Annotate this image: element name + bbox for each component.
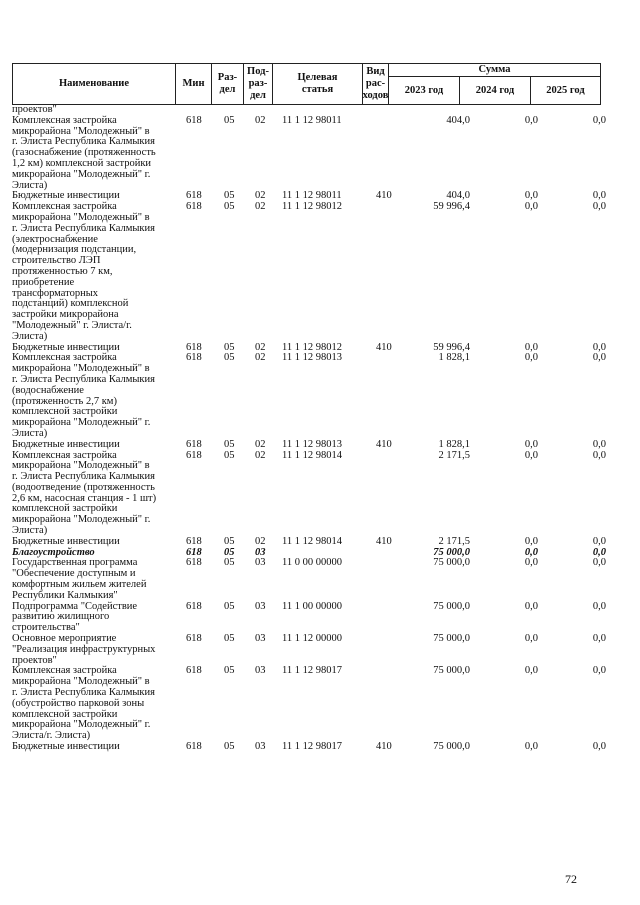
row-vid: 410 (376, 535, 392, 547)
header-min: Мин (175, 63, 212, 105)
row-s25: 0,0 (592, 449, 606, 461)
table-row (12, 440, 612, 451)
table-row (12, 666, 612, 742)
row-s25: 0,0 (592, 438, 606, 450)
row-name: Основное мероприятие "Реализация инфраструктурных проектов" (12, 633, 156, 666)
row-sec: 05 (224, 557, 235, 569)
row-art: 11 1 12 98011 (282, 114, 342, 126)
row-name: Благоустройство (12, 546, 95, 558)
row-vid: 410 (376, 741, 392, 753)
row-s23: 75 000,0 (433, 600, 470, 612)
row-s25: 0,0 (592, 190, 606, 202)
row-art: 11 0 00 00000 (282, 557, 342, 569)
row-min: 618 (186, 535, 202, 547)
row-s23: 75 000,0 (433, 741, 470, 753)
row-s25: 0,0 (592, 535, 606, 547)
row-min: 618 (186, 438, 202, 450)
row-s23: 59 996,4 (433, 201, 470, 213)
row-sub: 03 (255, 600, 266, 612)
row-sub: 03 (255, 665, 266, 677)
row-s25: 0,0 (592, 352, 606, 364)
row-name: Бюджетные инвестиции (12, 190, 120, 202)
row-art: 11 1 12 98013 (282, 352, 342, 364)
row-vid: 410 (376, 190, 392, 202)
row-s25: 0,0 (592, 557, 606, 569)
row-name: Бюджетные инвестиции (12, 741, 120, 753)
row-sub: 02 (255, 114, 266, 126)
row-sub: 02 (255, 449, 266, 461)
row-name: Государственная программа "Обеспечение доступным и комфортным жильем жителей Республики Калмыкия" (12, 557, 147, 601)
row-sec: 05 (224, 600, 235, 612)
row-name: проектов" (12, 104, 57, 115)
row-sub: 03 (255, 741, 266, 753)
table-row (12, 558, 612, 601)
row-s24: 0,0 (524, 535, 538, 547)
row-name: Комплексная застройка микрорайона "Молодежный" в г. Элиста Республика Калмыкия (обустройство парковой зоны комплексной застройки микрорайона "Молодежный" г. Элиста/г. Элиста) (12, 665, 155, 742)
row-s24: 0,0 (524, 600, 538, 612)
row-s23: 2 171,5 (438, 535, 470, 547)
row-art: 11 1 12 98014 (282, 535, 342, 547)
row-s23: 75 000,0 (433, 633, 470, 645)
row-name: Бюджетные инвестиции (12, 535, 120, 547)
row-s23: 75 000,0 (433, 546, 470, 558)
table-row (12, 202, 612, 342)
table-row (12, 537, 612, 548)
row-s25: 0,0 (592, 665, 606, 677)
row-s25: 0,0 (592, 201, 606, 213)
row-s25: 0,0 (592, 741, 606, 753)
row-s23: 404,0 (446, 114, 470, 126)
row-art: 11 1 12 98013 (282, 438, 342, 450)
row-s24: 0,0 (524, 352, 538, 364)
header-sum: Сумма (388, 63, 601, 77)
row-art: 11 1 12 98011 (282, 190, 342, 202)
row-sub: 02 (255, 341, 266, 353)
row-s23: 75 000,0 (433, 557, 470, 569)
header-section: Раз- дел (211, 63, 244, 105)
row-sec: 05 (224, 665, 235, 677)
row-s24: 0,0 (524, 114, 538, 126)
row-s24: 0,0 (524, 741, 538, 753)
page-number: 72 (565, 872, 577, 886)
row-sec: 05 (224, 190, 235, 202)
row-min: 618 (186, 449, 202, 461)
row-sub: 02 (255, 438, 266, 450)
header-article: Целевая статья (272, 63, 363, 105)
row-name: Комплексная застройка микрорайона "Молодежный" в г. Элиста Республика Калмыкия (газоснабжение (протяженность 1,2 км) комплексной застройки микрорайона "Молодежный" г. Элиста) (12, 114, 156, 191)
row-sec: 05 (224, 201, 235, 213)
row-sub: 02 (255, 201, 266, 213)
row-s25: 0,0 (592, 546, 606, 558)
row-sub: 02 (255, 535, 266, 547)
row-s24: 0,0 (524, 201, 538, 213)
table-row (12, 353, 612, 439)
row-sec: 05 (224, 438, 235, 450)
row-name: Комплексная застройка микрорайона "Молодежный" в г. Элиста Республика Калмыкия (электроснабжение (модернизация подстанции, строительство ЛЭП протяженностью 7 км, приобретение трансформаторных подстанций) комплексной застройки микрорайона "Молодежный" г. Элиста/г. Элиста) (12, 201, 155, 342)
row-sub: 02 (255, 190, 266, 202)
row-name: Комплексная застройка микрорайона "Молодежный" в г. Элиста Республика Калмыкия (водоснабжение (протяженность 2,7 км) комплексной застройки микрорайона "Молодежный" г. Элиста) (12, 352, 155, 439)
row-min: 618 (186, 114, 202, 126)
row-sub: 03 (255, 633, 266, 645)
row-art: 11 1 12 98017 (282, 665, 342, 677)
header-name: Наименование (12, 63, 176, 105)
row-name: Бюджетные инвестиции (12, 438, 120, 450)
table-row (12, 602, 612, 634)
table-header (12, 63, 601, 105)
row-min: 618 (186, 546, 202, 558)
row-sec: 05 (224, 741, 235, 753)
row-min: 618 (186, 341, 202, 353)
row-s24: 0,0 (524, 546, 538, 558)
row-min: 618 (186, 201, 202, 213)
row-s24: 0,0 (524, 557, 538, 569)
row-min: 618 (186, 557, 202, 569)
header-expense-type: Вид рас- ходов (362, 63, 389, 105)
row-s25: 0,0 (592, 114, 606, 126)
row-vid: 410 (376, 341, 392, 353)
row-sub: 02 (255, 352, 266, 364)
row-sec: 05 (224, 546, 235, 558)
row-sec: 05 (224, 449, 235, 461)
row-s24: 0,0 (524, 633, 538, 645)
row-min: 618 (186, 600, 202, 612)
row-s24: 0,0 (524, 341, 538, 353)
row-s23: 2 171,5 (438, 449, 470, 461)
table-row (12, 742, 612, 753)
row-s23: 59 996,4 (433, 341, 470, 353)
row-sec: 05 (224, 114, 235, 126)
row-art: 11 1 12 98014 (282, 449, 342, 461)
row-sec: 05 (224, 633, 235, 645)
row-s24: 0,0 (524, 438, 538, 450)
row-sec: 05 (224, 352, 235, 364)
row-art: 11 1 00 00000 (282, 600, 342, 612)
row-sec: 05 (224, 341, 235, 353)
row-s24: 0,0 (524, 665, 538, 677)
row-s25: 0,0 (592, 600, 606, 612)
row-name: Бюджетные инвестиции (12, 341, 120, 353)
row-s23: 404,0 (446, 190, 470, 202)
header-2025: 2025 год (530, 76, 601, 105)
table-body (12, 105, 612, 753)
row-min: 618 (186, 633, 202, 645)
row-min: 618 (186, 741, 202, 753)
row-min: 618 (186, 352, 202, 364)
row-s25: 0,0 (592, 341, 606, 353)
row-sub: 03 (255, 546, 266, 558)
header-2024: 2024 год (459, 76, 531, 105)
table-row (12, 634, 612, 666)
row-s25: 0,0 (592, 633, 606, 645)
row-art: 11 1 12 98012 (282, 341, 342, 353)
row-sub: 03 (255, 557, 266, 569)
table-row (12, 451, 612, 537)
row-s24: 0,0 (524, 449, 538, 461)
row-s24: 0,0 (524, 190, 538, 202)
row-name: Подпрограмма "Содействие развитию жилищного строительства" (12, 600, 138, 634)
row-vid: 410 (376, 438, 392, 450)
header-subsection: Под- раз- дел (243, 63, 273, 105)
row-art: 11 1 12 98017 (282, 741, 342, 753)
row-s23: 75 000,0 (433, 665, 470, 677)
row-name: Комплексная застройка микрорайона "Молодежный" в г. Элиста Республика Калмыкия (водоотведение (протяженность 2,6 км, насосная станция - 1 шт) комплексной застройки микрорайона "Молодежный" г. Элиста) (12, 449, 157, 537)
row-sec: 05 (224, 535, 235, 547)
row-min: 618 (186, 190, 202, 202)
table-row (12, 116, 612, 192)
row-s23: 1 828,1 (438, 352, 470, 364)
row-s23: 1 828,1 (438, 438, 470, 450)
header-2023: 2023 год (388, 76, 460, 105)
row-min: 618 (186, 665, 202, 677)
row-art: 11 1 12 00000 (282, 633, 342, 645)
row-art: 11 1 12 98012 (282, 201, 342, 213)
